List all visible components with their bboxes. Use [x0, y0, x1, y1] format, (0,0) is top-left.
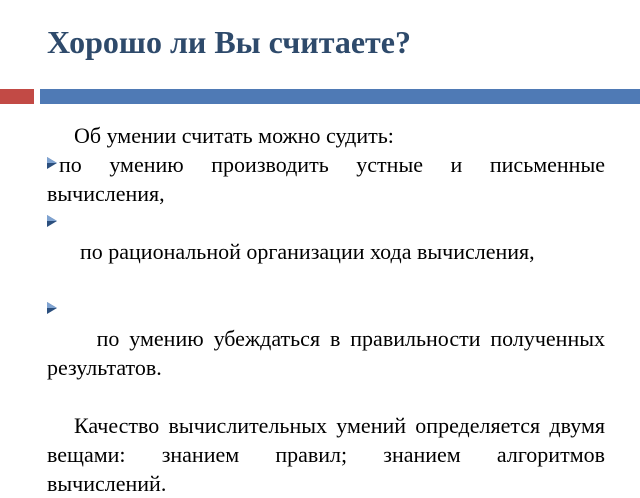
bullet-text: по умению производить устные и письменные вычисления, [47, 152, 605, 206]
slide-title: Хорошо ли Вы считаете? [47, 24, 411, 60]
slide-body [47, 121, 611, 498]
arrowhead-bullet-icon [47, 302, 57, 314]
bullet-item [47, 295, 611, 411]
title-divider-red-segment [0, 89, 34, 104]
conclusion-paragraph: Качество вычислительных умений определяется двумя вещами: знанием правил; знанием алгоритмов вычислений. [47, 413, 605, 496]
title-divider [0, 89, 640, 104]
bullet-text: по умению убеждаться в правильности полученных результатов. [47, 326, 611, 380]
bullet-text: по рациональной организации хода вычисления, [69, 239, 535, 264]
intro-paragraph: Об умении считать можно судить: [74, 123, 394, 148]
arrowhead-bullet-icon [47, 157, 57, 169]
bullet-item [47, 208, 605, 295]
arrowhead-bullet-icon [47, 215, 57, 227]
bullet-item [47, 150, 605, 208]
title-divider-blue-segment [40, 89, 640, 104]
